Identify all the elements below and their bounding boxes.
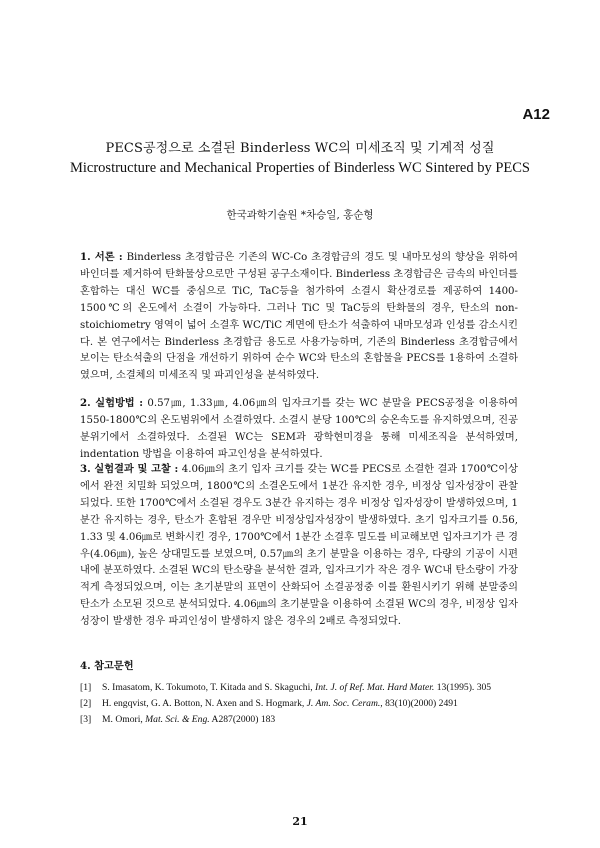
authors-affiliation: 한국과학기술원 *차승일, 홍순형 <box>226 209 374 221</box>
section-heading: 2. 실험방법 : <box>80 397 144 409</box>
reference-item: [3] M. Omori, Mat. Sci. & Eng. A287(2000) 183 <box>80 714 276 725</box>
section-heading: 1. 서론 : <box>80 251 123 263</box>
title-english: Microstructure and Mechanical Properties of Binderless WC Sintered by PECS <box>69 160 530 176</box>
page-number: 21 <box>292 815 308 828</box>
section-body: 4.06㎛의 초기 입자 크기를 갖는 WC를 PECS로 소결한 결과 1700℃이상에서 완전 치밀화 되었으며, 1800℃의 소결온도에서 1분간 유지한 경우, 비정상 입자성장이 관찰되었다. 또한 1700℃에서 소결된 경우도 3분간 유지하는 경우 비정상 입자성장이 발생하였으며, 1분간 유지하는 경우, 탄소가 혼합된 경우만 비정상입자성장이 발생하였다. 초기 입자크기를 0.56, 1.33 및 4.06㎛로 변화시킨 경우, 1700℃에서 1분간 소결후 밀도를 비교해보면 입자크기가 큰 경우(4.06㎛), 높은 상대밀도를 보였으며, 0.57㎛의 초기 분말을 이용하는 경우, 다량의 기공이 시편내에 분포하였다. 소결된 WC의 탄소량을 분석한 결과, 입자크기가 작은 경우 WC내 탄소량이 가장 적게 측정되었으며, 이는 초기분말의 표면이 산화되어 소결공정중 이를 환원시키기 위해 분말중의 탄소가 소모된 것으로 분석되었다. 4.06㎛의 초기분말을 이용하여 소결된 WC의 경우, 비정상 입자성장이 발생한 경우 파괴인성이 발생하지 않은 경우의 2배로 측정되었다. <box>80 464 518 628</box>
references-heading: 4. 참고문헌 <box>80 660 134 672</box>
reference-list <box>80 680 530 728</box>
abstract-code: A12 <box>522 106 550 123</box>
section-body: Binderless 초경합금은 기존의 WC-Co 초경합금의 경도 및 내마모성의 향상을 위하여 바인더를 제거하여 탄화물상으로만 구성된 공구소재이다. Binderless 초경합금은 금속의 바인더를 혼합하는 대신 WC를 중심으로 TiC, TaC등을 첨가하여 소결시 확산경로를 제공하여 1400-1500℃의 온도에서 소결이 가능하다. 그러나 TiC 및 TaC등의 탄화물의 경우, 탄소의 non-stoichiometry 영역이 넓어 소결후 WC/TiC 계면에 탄소가 석출하여 내마모성과 인성를 감소시킨다. 본 연구에서는 Binderless 초경합금 용도로 사용가능하며, 기존의 Binderless 초경합금에서 보이는 탄소석출의 단점을 개선하기 위하여 순수 WC와 탄소의 혼합물을 PECS를 1용하여 소결하였으며, 소결체의 미세조직 및 파괴인성을 분석하였다. <box>80 252 518 382</box>
section-heading: 3. 실험결과 및 고찰 : <box>80 463 179 475</box>
reference-item: [2] H. engqvist, G. A. Botton, N. Axen and S. Hogmark, J. Am. Soc. Ceram., 83(10)(2000) 2491 <box>80 698 458 709</box>
section-introduction <box>80 249 518 385</box>
reference-item: [1] S. Imasatom, K. Tokumoto, T. Kitada and S. Skaguchi, Int. J. of Ref. Mat. Hard Mater. 13(1995). 305 <box>80 682 492 693</box>
section-methods <box>80 395 518 464</box>
section-results <box>80 461 518 631</box>
section-body: 0.57㎛, 1.33㎛, 4.06㎛의 입자크기를 갖는 WC 분말을 PECS공정을 이용하여 1550-1800℃의 온도범위에서 소결하였다. 소결시 분당 100℃의 승온속도를 유지하였으며, 진공분위기에서 소결하였다. 소결된 WC는 SEM과 광학현미경을 통해 미세조직을 분석하였며, indentation 방법을 이용하여 파고인성을 분석하였다. <box>80 398 519 460</box>
title-korean: PECS공정으로 소결된 Binderless WC의 미세조직 및 기계적 성질 <box>105 141 495 156</box>
